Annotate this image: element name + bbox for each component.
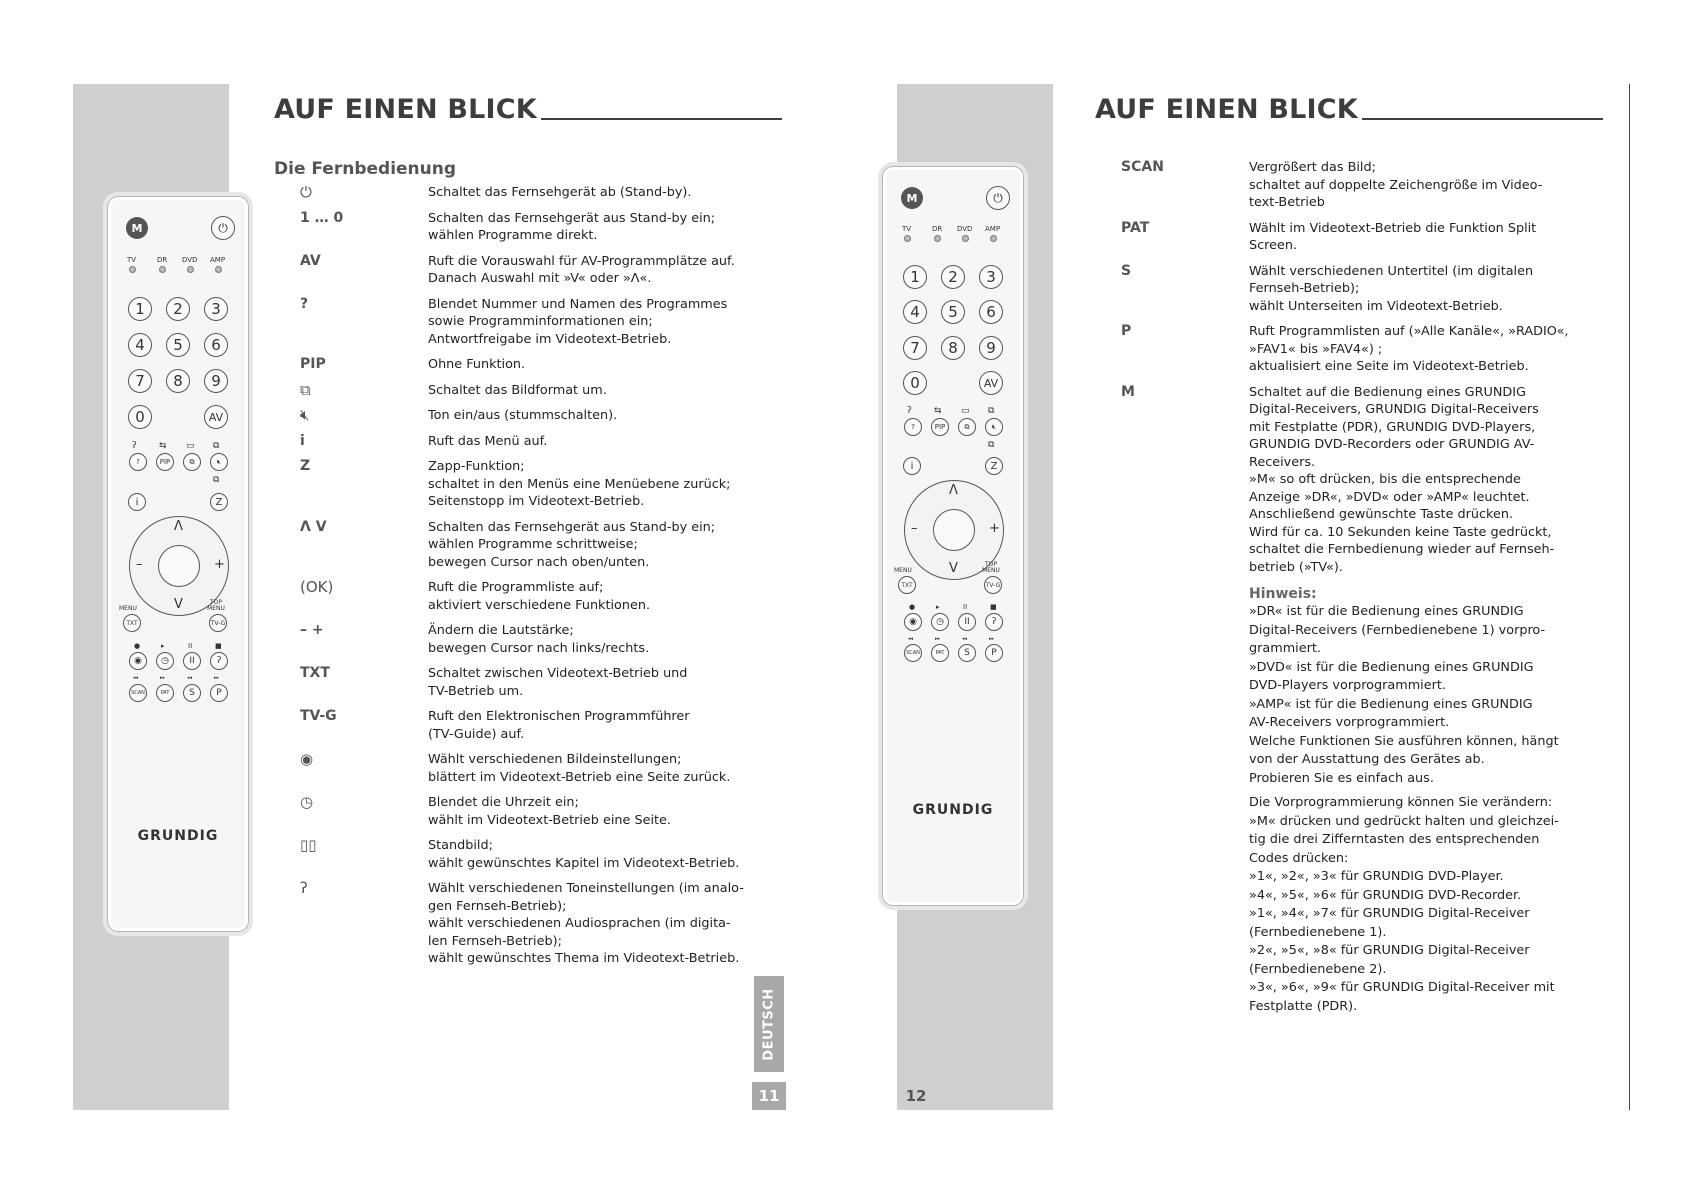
- row2-button[interactable]: ◷: [931, 613, 949, 631]
- mode-led: [990, 235, 997, 242]
- description-line: text-Betrieb: [1249, 195, 1325, 210]
- transport-label: ▸▸: [935, 636, 941, 642]
- transport-label: ◂◂: [187, 675, 193, 681]
- description-item: [300, 837, 750, 872]
- row2-button[interactable]: II: [183, 652, 201, 670]
- description-line: Ruft den Elektronischen Programmführer: [428, 709, 690, 724]
- txt-button[interactable]: TXT: [123, 614, 141, 632]
- row1-button[interactable]: ?: [129, 453, 147, 471]
- description-line: Ruft das Menü auf.: [428, 433, 548, 449]
- description-line: Antwortfreigabe im Videotext-Betrieb.: [428, 331, 672, 347]
- heading-block: [274, 96, 782, 123]
- note-line: von der Ausstattung des Gerätes ab.: [1249, 752, 1485, 767]
- button-key-label: S: [1121, 262, 1132, 279]
- description-item: [300, 751, 750, 786]
- tvg-button[interactable]: TV-G: [984, 576, 1002, 594]
- transport-label: ●: [134, 642, 141, 650]
- description-item: [300, 296, 750, 349]
- description-text: [428, 519, 750, 572]
- note-line: Probieren Sie es einfach aus.: [1249, 770, 1434, 786]
- description-text: [428, 708, 750, 743]
- note-line: »4«, »5«, »6« für GRUNDIG DVD-Recorder.: [1249, 887, 1522, 903]
- description-line: wählen Programme schrittweise;: [428, 537, 638, 552]
- button-key-label: Z: [300, 458, 311, 474]
- description-line: aktiviert verschiedene Funktionen.: [428, 597, 651, 613]
- mode-led: [934, 235, 941, 242]
- description-line: blättert im Videotext-Betrieb eine Seite zurück.: [428, 769, 731, 785]
- button-key-label: 1 … 0: [300, 209, 344, 226]
- button-key-label: Λ V: [300, 518, 327, 535]
- row1-button[interactable]: ⧉: [183, 453, 201, 471]
- note-line: Festplatte (PDR).: [1249, 998, 1358, 1014]
- description-line: Schalten das Fernsehgerät aus Stand-by ein;: [428, 519, 716, 535]
- description-line: Ändern die Lautstärke;: [428, 623, 574, 638]
- description-item: [300, 210, 750, 245]
- row3-button-p[interactable]: P: [985, 644, 1003, 662]
- row3-button-s[interactable]: S: [183, 684, 201, 702]
- description-line: Wählt verschiedenen Toneinstellungen (im analo-: [428, 881, 744, 896]
- top-menu-label: TOP MENU: [982, 561, 1000, 574]
- remote-control-illustration: [108, 197, 248, 931]
- digit-button-1[interactable]: 1: [128, 297, 152, 321]
- mode-label-dvd: DVD: [957, 225, 973, 233]
- small-icon-label: ʔ: [132, 441, 137, 451]
- description-line: Blendet die Uhrzeit ein;: [428, 795, 579, 810]
- mode-led: [962, 235, 969, 242]
- button-key-label: P: [1121, 323, 1132, 339]
- digit-button-0[interactable]: 0: [903, 371, 927, 395]
- digit-button-4[interactable]: 4: [128, 333, 152, 357]
- digit-button-0[interactable]: 0: [128, 405, 152, 429]
- row3-button-p[interactable]: P: [210, 684, 228, 702]
- row1-button[interactable]: ?: [904, 418, 922, 436]
- language-tab: DEUTSCH: [754, 976, 784, 1072]
- heading-block: [1095, 96, 1603, 123]
- button-key-label: TV-G: [300, 708, 337, 724]
- description-text: [428, 880, 750, 968]
- button-key-label: M: [1121, 383, 1135, 400]
- description-text: [1249, 159, 1611, 212]
- small-icon-label: ⧉: [213, 441, 220, 451]
- freeze-icon: ▯▯: [300, 836, 317, 854]
- mode-label-dr: DR: [157, 256, 168, 264]
- ok-button[interactable]: [933, 509, 975, 551]
- description-item: [1121, 263, 1611, 316]
- plus-button[interactable]: +: [214, 557, 225, 572]
- button-key-label: PIP: [300, 356, 326, 372]
- description-item: [300, 433, 750, 451]
- button-description-list: [1121, 159, 1611, 1015]
- av-button[interactable]: AV: [979, 371, 1003, 395]
- hint-title: Hinweis:: [1249, 586, 1317, 602]
- description-item: [300, 519, 750, 572]
- row1-button[interactable]: 🔇︎: [985, 418, 1003, 436]
- button-key-label: i: [300, 432, 305, 449]
- small-icon-label: ⇆: [159, 441, 167, 451]
- m-button[interactable]: M: [126, 217, 148, 239]
- description-line: Zapp-Funktion;: [428, 459, 525, 474]
- note-line: grammiert.: [1249, 641, 1321, 656]
- button-description-list: [300, 184, 750, 976]
- description-text: [428, 458, 750, 511]
- tvg-button[interactable]: TV-G: [209, 614, 227, 632]
- description-line: bewegen Cursor nach oben/unten.: [428, 554, 650, 570]
- description-line: »FAV1« bis »FAV4«) ;: [1249, 341, 1383, 357]
- note-line: »DVD« ist für die Bedienung eines GRUNDIG: [1249, 659, 1534, 675]
- transport-label: ◂◂: [908, 636, 914, 642]
- row1-button[interactable]: 🔇︎: [210, 453, 228, 471]
- description-line: Anzeige »DR«, »DVD« oder »AMP« leuchtet.: [1249, 489, 1530, 505]
- sound-mode-icon: ʔ: [300, 879, 308, 897]
- small-icon-label: ʔ: [907, 406, 912, 416]
- mode-led: [187, 266, 194, 273]
- description-line: Danach Auswahl mit »V« oder »Λ«.: [428, 271, 652, 286]
- m-button[interactable]: M: [901, 187, 923, 209]
- description-line: schaltet auf doppelte Zeichengröße im Video-: [1249, 177, 1543, 193]
- digit-button-6[interactable]: 6: [979, 300, 1003, 324]
- description-text: [428, 579, 750, 614]
- button-key-label: TXT: [300, 665, 330, 681]
- brand-logo: GRUNDIG: [912, 802, 994, 818]
- note-line: Digital-Receivers (Fernbedienebene 1) vorpro-: [1249, 622, 1546, 638]
- note-line: Welche Funktionen Sie ausführen können, hängt: [1249, 733, 1559, 749]
- description-line: len Fernseh-Betrieb);: [428, 933, 562, 949]
- mode-led: [159, 266, 166, 273]
- description-line: Screen.: [1249, 238, 1298, 253]
- page-edge-line: [1629, 84, 1630, 1110]
- description-line: Schalten das Fernsehgerät aus Stand-by ein;: [428, 210, 716, 226]
- description-line: Wählt im Videotext-Betrieb die Funktion Split: [1249, 220, 1537, 236]
- row2-button[interactable]: ʔ: [985, 613, 1003, 631]
- button-key-label: AV: [300, 252, 321, 269]
- description-line: Receivers.: [1249, 454, 1316, 470]
- digit-button-8[interactable]: 8: [941, 336, 965, 360]
- up-arrow[interactable]: Λ: [174, 519, 183, 534]
- transport-label: ▸▸: [160, 675, 166, 681]
- picture-mode-icon: ◉: [300, 750, 314, 768]
- note-line: »3«, »6«, »9« für GRUNDIG Digital-Receiver mit: [1249, 980, 1555, 995]
- description-line: Ruft Programmlisten auf (»Alle Kanäle«, »RADIO«,: [1249, 324, 1569, 339]
- description-line: wählt Unterseiten im Videotext-Betrieb.: [1249, 298, 1503, 314]
- row3-button-scan[interactable]: SCAN: [904, 644, 922, 662]
- description-item: [300, 184, 750, 202]
- row2-button[interactable]: ◉: [129, 652, 147, 670]
- description-text: [428, 622, 750, 657]
- plus-button[interactable]: +: [989, 521, 1000, 536]
- brand-logo: GRUNDIG: [137, 828, 219, 844]
- hint-text: [1249, 603, 1611, 787]
- zapp-button[interactable]: Z: [210, 493, 228, 511]
- description-line: wählt verschiedenen Audiosprachen (im digita-: [428, 916, 731, 931]
- mode-label-tv: TV: [127, 256, 137, 264]
- transport-label: ◂◂: [133, 675, 139, 681]
- note-line: »1«, »2«, »3« für GRUNDIG DVD-Player.: [1249, 869, 1504, 884]
- power-icon: ⏻: [300, 183, 312, 201]
- mode-led: [904, 235, 911, 242]
- page-heading: AUF EINEN BLICK: [274, 94, 537, 125]
- digit-button-2[interactable]: 2: [166, 297, 190, 321]
- transport-label: ◂◂: [962, 636, 968, 642]
- description-line: schaltet die Fernbedienung wieder auf Fernseh-: [1249, 542, 1555, 557]
- note-line: AV-Receivers vorprogrammiert.: [1249, 715, 1450, 730]
- description-text: [428, 382, 750, 400]
- description-line: wählen Programme direkt.: [428, 228, 598, 243]
- row2-button[interactable]: ◷: [156, 652, 174, 670]
- description-text: [428, 433, 750, 451]
- description-line: Schaltet das Bildformat um.: [428, 382, 607, 398]
- note-line: DVD-Players vorprogrammiert.: [1249, 678, 1446, 693]
- note-line: tig die drei Zifferntasten des entsprechenden: [1249, 832, 1540, 847]
- transport-label: ▸▸: [989, 636, 995, 642]
- description-line: Fernseh-Betrieb);: [1249, 281, 1360, 296]
- row1-button[interactable]: ⧉: [958, 418, 976, 436]
- small-icon-label: ▭: [186, 441, 195, 451]
- row2-button[interactable]: II: [958, 613, 976, 631]
- down-arrow[interactable]: V: [949, 561, 958, 576]
- row3-button-s[interactable]: S: [958, 644, 976, 662]
- row1-button[interactable]: PIP: [156, 453, 174, 471]
- description-line: gen Fernseh-Betrieb);: [428, 898, 567, 914]
- description-line: Standbild;: [428, 838, 493, 853]
- programming-text: [1249, 794, 1611, 1015]
- description-text: [428, 794, 750, 829]
- row2-button[interactable]: ◉: [904, 613, 922, 631]
- notes-block: [1249, 584, 1611, 1015]
- description-line: Seitenstopp im Videotext-Betrieb.: [428, 494, 645, 509]
- txt-button[interactable]: TXT: [898, 576, 916, 594]
- description-text: [1249, 384, 1611, 577]
- mode-label-amp: AMP: [985, 225, 1001, 233]
- description-line: Schaltet zwischen Videotext-Betrieb und: [428, 666, 688, 681]
- digit-button-3[interactable]: 3: [979, 265, 1003, 289]
- description-line: Ruft die Programmliste auf;: [428, 580, 604, 595]
- description-item: [300, 579, 750, 614]
- transport-label: II: [188, 642, 193, 650]
- heading-rule: [541, 118, 782, 120]
- digit-button-9[interactable]: 9: [204, 369, 228, 393]
- small-icon-label: ⧉: [213, 475, 220, 485]
- description-line: Ohne Funktion.: [428, 357, 526, 372]
- page-number: 12: [905, 1087, 927, 1105]
- description-item: [1121, 323, 1611, 376]
- description-line: wählt im Videotext-Betrieb eine Seite.: [428, 812, 671, 828]
- mode-label-amp: AMP: [210, 256, 226, 264]
- note-line: »M« drücken und gedrückt halten und gleichzei-: [1249, 813, 1559, 829]
- note-line: »1«, »4«, »7« für GRUNDIG Digital-Receiver: [1249, 906, 1530, 921]
- digit-button-3[interactable]: 3: [204, 297, 228, 321]
- remote-control-illustration: [883, 167, 1023, 905]
- minus-button[interactable]: –: [136, 557, 143, 572]
- digit-button-7[interactable]: 7: [903, 336, 927, 360]
- description-text: [428, 665, 750, 700]
- description-item: [1121, 220, 1611, 255]
- description-item: [300, 622, 750, 657]
- page-right: [842, 0, 1684, 1190]
- note-line: »2«, »5«, »8« für GRUNDIG Digital-Receiver: [1249, 943, 1530, 958]
- description-line: Anschließend gewünschte Taste drücken.: [1249, 507, 1514, 522]
- info-button[interactable]: i: [128, 493, 146, 511]
- description-line: mit Festplatte (PDR), GRUNDIG DVD-Players,: [1249, 419, 1536, 435]
- description-line: Vergrößert das Bild;: [1249, 160, 1376, 175]
- description-item: [300, 356, 750, 374]
- note-line: »AMP« ist für die Bedienung eines GRUNDIG: [1249, 696, 1533, 712]
- row3-button-scan[interactable]: SCAN: [129, 684, 147, 702]
- description-text: [428, 751, 750, 786]
- digit-button-9[interactable]: 9: [979, 336, 1003, 360]
- av-button[interactable]: AV: [204, 405, 228, 429]
- description-line: Blendet Nummer und Namen des Programmes: [428, 296, 728, 312]
- description-item: [1121, 159, 1611, 212]
- digit-button-5[interactable]: 5: [941, 300, 965, 324]
- description-text: [428, 184, 750, 202]
- transport-label: ▸: [161, 642, 165, 650]
- aspect-ratio-icon: ⧉: [300, 380, 311, 399]
- page-heading: AUF EINEN BLICK: [1095, 94, 1358, 125]
- transport-label: ■: [990, 603, 997, 611]
- description-line: schaltet in den Menüs eine Menüebene zurück;: [428, 476, 731, 492]
- clock-icon: ◷: [300, 793, 314, 811]
- digit-button-6[interactable]: 6: [204, 333, 228, 357]
- transport-label: ■: [215, 642, 222, 650]
- description-text: [428, 296, 750, 349]
- row3-button-pat[interactable]: PAT: [156, 684, 174, 702]
- button-key-label: SCAN: [1121, 159, 1164, 175]
- mute-icon: 🔇︎: [300, 406, 310, 424]
- description-line: aktualisiert eine Seite im Videotext-Betrieb.: [1249, 359, 1529, 374]
- description-line: wählt gewünschtes Kapitel im Videotext-Betrieb.: [428, 855, 740, 871]
- description-text: [428, 356, 750, 374]
- description-item: [300, 794, 750, 829]
- top-menu-label: TOP MENU: [207, 599, 225, 612]
- description-line: wählt gewünschtes Thema im Videotext-Betrieb.: [428, 951, 740, 966]
- description-line: (TV-Guide) auf.: [428, 726, 525, 742]
- digit-button-4[interactable]: 4: [903, 300, 927, 324]
- description-item: [300, 458, 750, 511]
- small-icon-label: ⧉: [988, 440, 995, 450]
- description-line: Wählt verschiedenen Bildeinstellungen;: [428, 752, 682, 767]
- description-text: [1249, 263, 1611, 316]
- description-text: [428, 837, 750, 872]
- description-line: GRUNDIG DVD-Recorders oder GRUNDIG AV-: [1249, 437, 1535, 452]
- ok-button[interactable]: [158, 545, 200, 587]
- small-icon-label: ▭: [961, 406, 970, 416]
- description-text: [428, 210, 750, 245]
- description-item: [300, 708, 750, 743]
- row1-button[interactable]: PIP: [931, 418, 949, 436]
- mode-led: [215, 266, 222, 273]
- description-item: [300, 253, 750, 288]
- button-key-label: PAT: [1121, 219, 1150, 236]
- description-text: [1249, 220, 1611, 255]
- row3-button-pat[interactable]: PAT: [931, 644, 949, 662]
- note-line: »DR« ist für die Bedienung eines GRUNDIG: [1249, 604, 1524, 619]
- description-line: Wird für ca. 10 Sekunden keine Taste gedrückt,: [1249, 524, 1552, 540]
- small-icon-label: ⇆: [934, 406, 942, 416]
- mode-led: [129, 266, 136, 273]
- description-text: [1249, 323, 1611, 376]
- page-number: 11: [752, 1082, 786, 1110]
- description-line: Digital-Receivers, GRUNDIG Digital-Receivers: [1249, 402, 1539, 417]
- minus-button[interactable]: –: [911, 521, 918, 536]
- section-title: Die Fernbedienung: [274, 159, 457, 179]
- note-line: Die Vorprogrammierung können Sie verändern:: [1249, 795, 1553, 810]
- description-item: [300, 665, 750, 700]
- mode-label-dr: DR: [932, 225, 943, 233]
- digit-button-8[interactable]: 8: [166, 369, 190, 393]
- description-item: [300, 880, 750, 968]
- note-line: (Fernbedienebene 1).: [1249, 924, 1387, 940]
- description-line: Wählt verschiedenen Untertitel (im digitalen: [1249, 263, 1534, 279]
- item-list: [1121, 159, 1611, 576]
- description-item: [1121, 384, 1611, 577]
- description-line: Schaltet auf die Bedienung eines GRUNDIG: [1249, 384, 1526, 400]
- ok-button-icon: (OK): [300, 578, 334, 596]
- button-key-label: ?: [300, 295, 309, 312]
- transport-label: ▸: [936, 603, 940, 611]
- description-line: bewegen Cursor nach links/rechts.: [428, 640, 650, 656]
- info-button[interactable]: i: [903, 457, 921, 475]
- down-arrow[interactable]: V: [174, 597, 183, 612]
- description-line: betrieb (»TV«).: [1249, 559, 1343, 575]
- transport-label: ▸▸: [214, 675, 220, 681]
- description-line: Ruft die Vorauswahl für AV-Programmplätze auf.: [428, 253, 735, 269]
- menu-label: MENU: [894, 567, 912, 574]
- description-item: [300, 382, 750, 400]
- row2-button[interactable]: ʔ: [210, 652, 228, 670]
- note-line: Codes drücken:: [1249, 850, 1349, 866]
- note-line: (Fernbedienebene 2).: [1249, 961, 1387, 977]
- digit-button-7[interactable]: 7: [128, 369, 152, 393]
- digit-button-5[interactable]: 5: [166, 333, 190, 357]
- mode-label-tv: TV: [902, 225, 912, 233]
- power-button[interactable]: ⏻: [986, 186, 1010, 210]
- zapp-button[interactable]: Z: [985, 457, 1003, 475]
- transport-label: ●: [909, 603, 916, 611]
- small-icon-label: ⧉: [988, 406, 995, 416]
- digit-button-2[interactable]: 2: [941, 265, 965, 289]
- description-line: TV-Betrieb um.: [428, 683, 524, 699]
- description-line: Schaltet das Fernsehgerät ab (Stand-by).: [428, 185, 692, 200]
- button-key-label: – +: [300, 622, 324, 638]
- menu-label: MENU: [119, 605, 137, 612]
- description-line: sowie Programminformationen ein;: [428, 314, 653, 329]
- power-button[interactable]: ⏻: [211, 216, 235, 240]
- mode-label-dvd: DVD: [182, 256, 198, 264]
- description-item: [300, 407, 750, 425]
- description-text: [428, 253, 750, 288]
- up-arrow[interactable]: Λ: [949, 483, 958, 498]
- digit-button-1[interactable]: 1: [903, 265, 927, 289]
- heading-rule: [1362, 118, 1603, 120]
- transport-label: II: [963, 603, 968, 611]
- description-line: Ton ein/aus (stummschalten).: [428, 408, 618, 423]
- description-line: »M« so oft drücken, bis die entsprechende: [1249, 472, 1521, 487]
- description-text: [428, 407, 750, 425]
